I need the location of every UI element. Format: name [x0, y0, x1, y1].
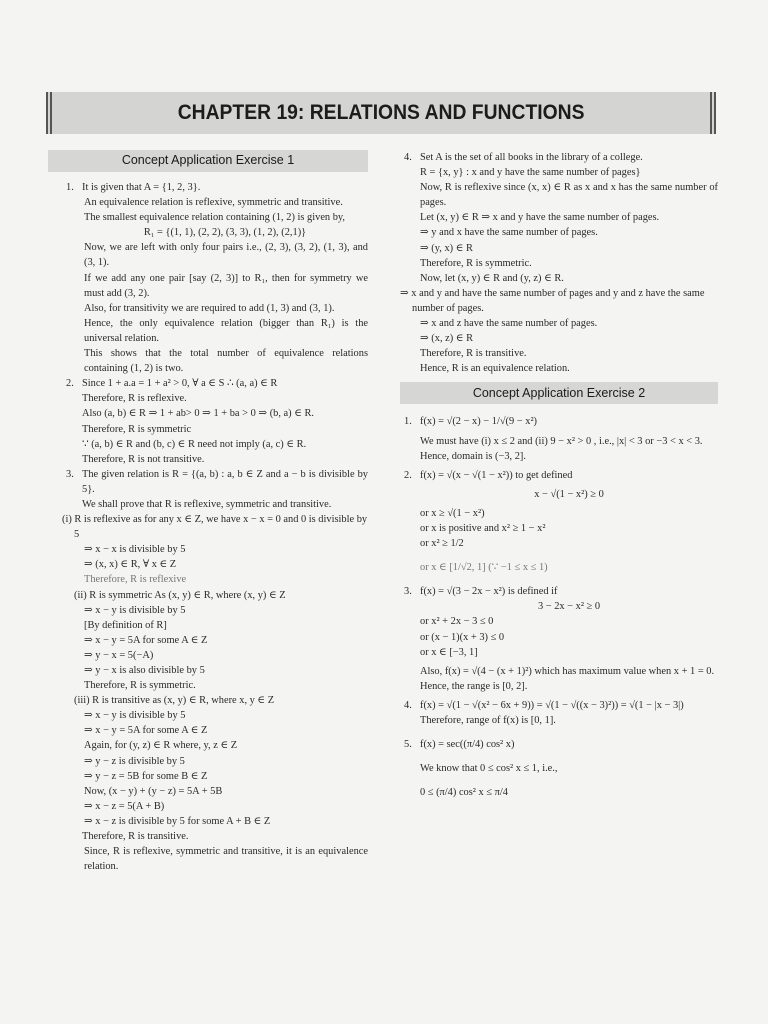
solution-line — [400, 346, 718, 361]
line-text: 3 − 2x − x² ≥ 0 — [537, 601, 601, 613]
solution-number-line — [62, 467, 368, 497]
section-title-exercise-2: Concept Application Exercise 2 — [400, 382, 718, 404]
line-text: R₁ = {(1, 1), (2, 2), (3, 3), (1, 2), (2,1)} — [143, 227, 307, 239]
solution-line — [62, 678, 368, 693]
line-text: Therefore, R is transitive. — [82, 831, 189, 843]
line-text: or x² + 2x − 3 ≤ 0 — [420, 616, 494, 628]
solution-line — [62, 497, 368, 512]
line-text: Now, R is reflexive since (x, x) ∈ R as x and x has the same number of pages. — [420, 182, 718, 209]
line-text: ⇒ x − y = 5A for some A ∈ Z — [84, 725, 208, 737]
line-text: ⇒ y − z is divisible by 5 — [84, 755, 185, 767]
solution-line — [400, 785, 718, 800]
solution-line — [62, 799, 368, 814]
line-text: ⇒ x − y is divisible by 5 — [84, 710, 186, 722]
line-text: ⇒ y and x have the same number of pages. — [420, 227, 598, 239]
solution-line — [62, 708, 368, 723]
solution-line — [62, 391, 368, 406]
line-text: x − √(1 − x²) ≥ 0 — [534, 488, 604, 500]
line-text: or x ∈ [−3, 1] — [420, 646, 478, 658]
question-number: 2. — [404, 469, 412, 481]
line-text: [By definition of R] — [84, 619, 167, 631]
chapter-title: CHAPTER 19: RELATIONS AND FUNCTIONS — [177, 101, 585, 124]
question-number: 3. — [404, 586, 412, 598]
solution-line — [400, 713, 718, 728]
solution-line — [400, 599, 718, 614]
solution-number-line — [62, 376, 368, 391]
line-text: Since, R is reflexive, symmetric and transitive, it is an equivalence relation. — [84, 846, 368, 873]
line-text: An equivalence relation is reflexive, symmetric and transitive. — [84, 197, 343, 209]
solution-number-line — [400, 468, 718, 483]
section-title-exercise-1: Concept Application Exercise 1 — [48, 150, 368, 172]
solution-line — [400, 331, 718, 346]
solution-line — [62, 316, 368, 346]
solution-line — [400, 560, 718, 575]
solution-line — [62, 422, 368, 437]
line-text: ⇒ y − x is also divisible by 5 — [84, 665, 205, 676]
line-text: or x ∈ [1/√2, 1] (∵ −1 ≤ x ≤ 1) — [420, 562, 548, 574]
solution-line — [400, 614, 718, 629]
solution-line — [400, 487, 718, 502]
line-text: Hence, the range is [0, 2]. — [420, 680, 528, 692]
line-text: (i) R is reflexive as for any x ∈ Z, we have x − x = 0 and 0 is divisible by 5 — [62, 514, 368, 541]
solution-number-line — [400, 584, 718, 599]
solution-number-line — [62, 180, 368, 195]
line-text: We know that 0 ≤ cos² x ≤ 1, i.e., — [420, 763, 558, 775]
solution-line — [400, 361, 718, 376]
solution-line — [62, 406, 368, 421]
solution-line — [400, 225, 718, 240]
solution-line — [400, 630, 718, 645]
line-text: ⇒ x and y and have the same number of pages and y and z have the same number of pages. — [400, 287, 705, 314]
solution-number-line — [400, 414, 718, 429]
line-text: ⇒ (x, z) ∈ R — [420, 333, 474, 345]
question-number: 3. — [66, 468, 74, 480]
line-text: or x ≥ √(1 − x²) — [420, 507, 485, 519]
line-text: We shall prove that R is reflexive, symmetric and transitive. — [82, 498, 332, 510]
solution-line — [62, 829, 368, 844]
solution-line — [62, 557, 368, 572]
solution-line — [62, 769, 368, 784]
solution-line — [62, 572, 368, 587]
question-number: 1. — [66, 182, 74, 193]
line-text: f(x) = √(3 − 2x − x²) is defined if — [420, 586, 558, 598]
line-text: Hence, the only equivalence relation (bigger than R₁) is the universal relation. — [84, 317, 368, 344]
solution-line — [62, 723, 368, 738]
solution-line — [62, 663, 368, 678]
solution-line — [62, 542, 368, 557]
line-text: Now, let (x, y) ∈ R and (y, z) ∈ R. — [420, 272, 564, 284]
line-text: Again, for (y, z) ∈ R where, y, z ∈ Z — [84, 740, 238, 752]
line-text: The given relation is R = {(a, b) : a, b ∈ Z and a − b is divisible by 5}. — [82, 468, 368, 495]
solution-line — [400, 645, 718, 660]
solution-line — [62, 633, 368, 648]
solution-line — [62, 588, 368, 603]
solution-line — [62, 195, 368, 210]
solution-line — [62, 784, 368, 799]
line-text: ⇒ x − y is divisible by 5 — [84, 604, 186, 616]
exercise-1-continued — [400, 150, 718, 376]
right-column — [400, 150, 718, 800]
solution-line — [62, 452, 368, 467]
line-text: ⇒ y − z = 5B for some B ∈ Z — [84, 770, 208, 782]
solution-line — [400, 210, 718, 225]
solution-line — [62, 437, 368, 452]
solution-line — [62, 346, 368, 376]
line-text: Therefore, range of f(x) is [0, 1]. — [420, 715, 556, 726]
solution-line — [400, 449, 718, 464]
line-text: The smallest equivalence relation containing (1, 2) is given by, — [84, 212, 346, 224]
line-text: Also, f(x) = √(4 − (x + 1)²) which has maximum value when x + 1 = 0. — [420, 665, 715, 677]
solution-line — [62, 814, 368, 829]
line-text: Therefore, R is symmetric. — [84, 680, 196, 692]
line-text: ⇒ x − z = 5(A + B) — [84, 800, 165, 812]
line-text: or x is positive and x² ≥ 1 − x² — [420, 522, 546, 534]
solution-line — [62, 210, 368, 225]
question-number: 4. — [404, 699, 412, 711]
line-text: ⇒ x − y = 5A for some A ∈ Z — [84, 634, 208, 646]
line-text: ⇒ y − x = 5(−A) — [84, 649, 154, 661]
solution-line — [62, 301, 368, 316]
line-text: Hence, R is an equivalence relation. — [420, 363, 570, 375]
exercise-1-content — [62, 180, 368, 874]
question-number: 2. — [66, 378, 74, 390]
line-text: (iii) R is transitive as (x, y) ∈ R, where x, y ∈ Z — [74, 695, 275, 707]
line-text: or x² ≥ 1/2 — [420, 538, 464, 550]
line-text: Set A is the set of all books in the library of a college. — [420, 152, 643, 163]
solution-line — [62, 512, 368, 542]
solution-line — [400, 536, 718, 551]
line-text: ⇒ x and z have the same number of pages. — [420, 318, 598, 330]
solution-line — [62, 225, 368, 240]
line-text: R = {x, y} : x and y have the same number of pages} — [420, 167, 641, 179]
line-text: Therefore, R is reflexive. — [82, 393, 187, 405]
line-text: f(x) = √(1 − √(x² − 6x + 9)) = √(1 − √((x − 3)²)) = √(1 − |x − 3|) — [420, 699, 684, 711]
line-text: f(x) = sec((π/4) cos² x) — [420, 739, 515, 751]
line-text: ⇒ (y, x) ∈ R — [420, 242, 473, 254]
line-text: f(x) = √(2 − x) − 1/√(9 − x²) — [420, 416, 538, 428]
question-number: 4. — [404, 152, 412, 163]
solution-line — [400, 679, 718, 694]
solution-line — [400, 664, 718, 679]
solution-line — [400, 761, 718, 776]
line-text: Therefore, R is symmetric. — [420, 257, 532, 269]
chapter-header — [46, 92, 716, 134]
solution-line — [62, 618, 368, 633]
solution-line — [62, 844, 368, 874]
line-text: Hence, domain is (−3, 2]. — [420, 450, 526, 462]
line-text: Therefore, R is transitive. — [420, 348, 527, 360]
solution-line — [400, 180, 718, 210]
line-text: Therefore, R is not transitive. — [82, 453, 205, 465]
solution-line — [400, 165, 718, 180]
line-text: Also, for transitivity we are required to add (1, 3) and (3, 1). — [84, 302, 335, 314]
solution-line — [400, 256, 718, 271]
line-text: Now, (x − y) + (y − z) = 5A + 5B — [84, 785, 223, 797]
line-text: Now, we are left with only four pairs i.e., (2, 3), (3, 2), (1, 3), and (3, 1). — [84, 242, 368, 269]
line-text: 0 ≤ (π/4) cos² x ≤ π/4 — [420, 787, 508, 799]
solution-line — [400, 241, 718, 256]
solution-line — [400, 271, 718, 286]
solution-line — [62, 693, 368, 708]
solution-line — [62, 648, 368, 663]
line-text: or (x − 1)(x + 3) ≤ 0 — [420, 631, 505, 643]
question-number: 5. — [404, 739, 412, 751]
solution-line — [400, 316, 718, 331]
solution-number-line — [400, 737, 718, 752]
line-text: If we add any one pair [say (2, 3)] to R₁, then for symmetry we must add (3, 2). — [84, 272, 368, 299]
line-text: We must have (i) x ≤ 2 and (ii) 9 − x² > 0 , i.e., |x| < 3 or −3 < x < 3. — [420, 435, 703, 447]
line-text: ⇒ (x, x) ∈ R, ∀ x ∈ Z — [84, 559, 177, 571]
solution-line — [62, 754, 368, 769]
line-text: ⇒ x − x is divisible by 5 — [84, 544, 186, 556]
line-text: Since 1 + a.a = 1 + a² > 0, ∀ a ∈ S ∴ (a, a) ∈ R — [82, 378, 278, 390]
solution-line — [62, 603, 368, 618]
solution-number-line — [400, 150, 718, 165]
line-text: Also (a, b) ∈ R ⇒ 1 + ab> 0 ⇒ 1 + ba > 0 ⇒ (b, a) ∈ R. — [82, 408, 315, 420]
exercise-2-content — [400, 414, 718, 800]
solution-line — [62, 738, 368, 753]
solution-line — [62, 271, 368, 301]
solution-number-line — [400, 698, 718, 713]
solution-line — [400, 434, 718, 449]
line-text: ∵ (a, b) ∈ R and (b, c) ∈ R need not imply (a, c) ∈ R. — [82, 438, 307, 450]
line-text: f(x) = √(x − √(1 − x²)) to get defined — [420, 469, 573, 481]
line-text: ⇒ x − z is divisible by 5 for some A + B ∈ Z — [84, 815, 271, 827]
solution-line — [400, 286, 718, 316]
line-text: It is given that A = {1, 2, 3}. — [82, 182, 201, 193]
line-text: Let (x, y) ∈ R ⇒ x and y have the same number of pages. — [420, 212, 660, 224]
line-text: Therefore, R is symmetric — [82, 423, 192, 435]
question-number: 1. — [404, 416, 412, 428]
solution-line — [62, 240, 368, 270]
solution-line — [400, 506, 718, 521]
line-text: Therefore, R is reflexive — [84, 574, 187, 586]
line-text: This shows that the total number of equivalence relations containing (1, 2) is two. — [84, 348, 368, 375]
line-text: (ii) R is symmetric As (x, y) ∈ R, where (x, y) ∈ Z — [74, 589, 286, 601]
solution-line — [400, 521, 718, 536]
left-column — [62, 150, 368, 874]
